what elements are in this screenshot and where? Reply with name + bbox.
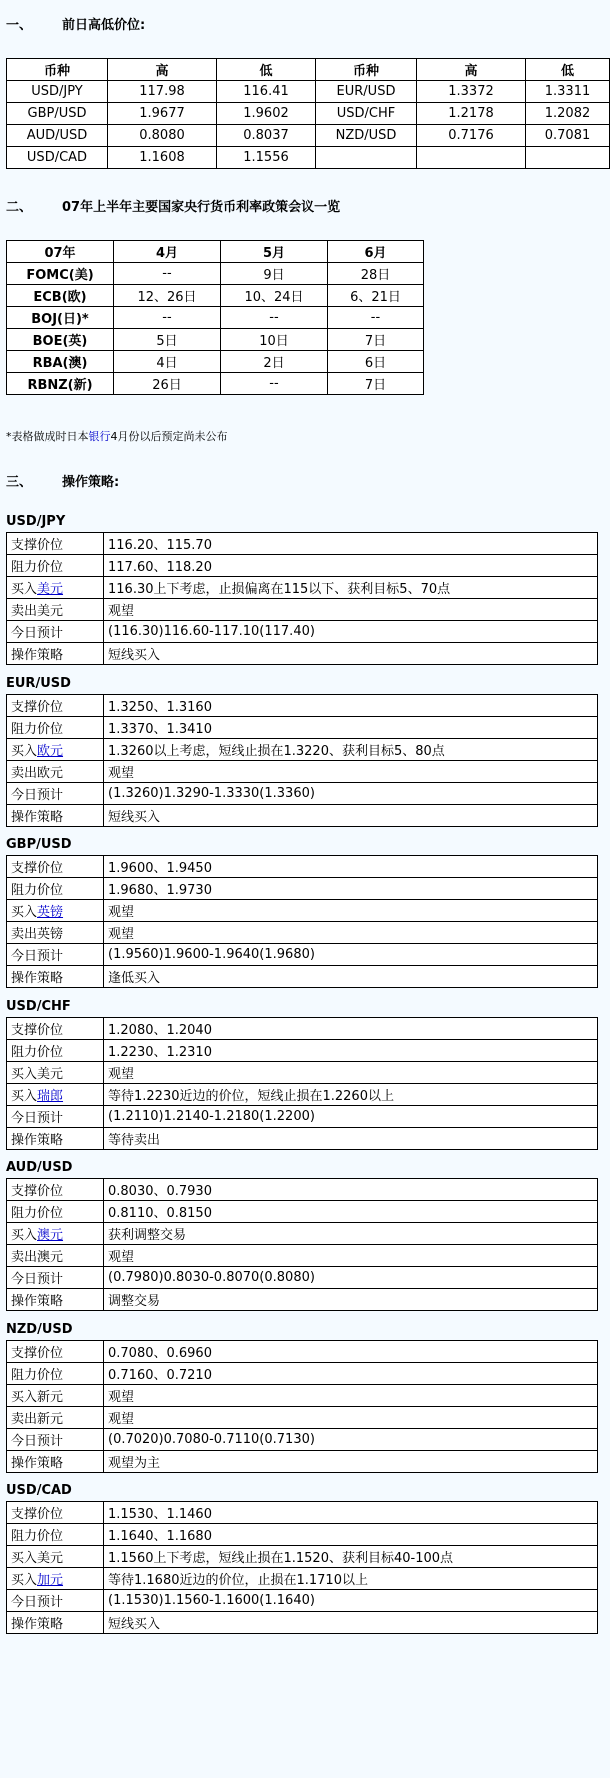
table-row xyxy=(7,103,610,125)
strategy-value-cell: 117.60、118.20 xyxy=(104,555,598,577)
pair-strategy-table xyxy=(6,694,598,827)
section1-number: 一、 xyxy=(6,18,33,33)
strategy-value-cell: 1.1640、1.1680 xyxy=(104,1524,598,1546)
strategy-label-cell: 操作策略 xyxy=(7,643,104,665)
table-cell: 1.3311 xyxy=(526,81,610,103)
strategy-label-cell: 今日预计 xyxy=(7,621,104,643)
table-cell: EUR/USD xyxy=(316,81,417,103)
strategy-value-cell: 1.2080、1.2040 xyxy=(104,1018,598,1040)
prev-day-high-low-table xyxy=(6,58,610,169)
strategy-label-cell xyxy=(7,1084,104,1106)
strategy-label-cell: 支撑价位 xyxy=(7,1179,104,1201)
strategy-value-cell: 观望 xyxy=(104,599,598,621)
strategy-value-cell: (1.2110)1.2140-1.2180(1.2200) xyxy=(104,1106,598,1128)
table-row xyxy=(7,147,610,169)
table-row xyxy=(7,1040,598,1062)
table-row xyxy=(7,1568,598,1590)
pair-title: AUD/USD xyxy=(6,1160,73,1175)
label-prefix: 买入 xyxy=(11,582,38,597)
strategy-label-cell: 今日预计 xyxy=(7,1590,104,1612)
table-row xyxy=(7,1106,598,1128)
section2-number: 二、 xyxy=(6,200,33,215)
strategy-value-cell: 1.1530、1.1460 xyxy=(104,1502,598,1524)
label-prefix: 买入 xyxy=(11,905,38,920)
col-header: 低 xyxy=(526,59,610,81)
table-cell: 1.2082 xyxy=(526,103,610,125)
strategy-label-cell xyxy=(7,1223,104,1245)
strategy-value-cell: 0.7080、0.6960 xyxy=(104,1341,598,1363)
table-row xyxy=(7,81,610,103)
table-row xyxy=(7,599,598,621)
strategy-value-cell: 1.9680、1.9730 xyxy=(104,878,598,900)
bank-name-cell: FOMC(美) xyxy=(7,263,114,285)
table-row xyxy=(7,922,598,944)
strategy-value-cell: 1.2230、1.2310 xyxy=(104,1040,598,1062)
strategy-label-cell: 支撑价位 xyxy=(7,1018,104,1040)
strategy-label-cell: 今日预计 xyxy=(7,1106,104,1128)
table-cell: 1.1556 xyxy=(217,147,316,169)
strategy-label-cell: 操作策略 xyxy=(7,1128,104,1150)
table-cell: NZD/USD xyxy=(316,125,417,147)
table-row xyxy=(7,285,424,307)
currency-link[interactable]: 欧元 xyxy=(37,744,64,759)
strategy-value-cell: 观望 xyxy=(104,1385,598,1407)
strategy-value-cell: 调整交易 xyxy=(104,1289,598,1311)
section1-heading xyxy=(6,14,145,33)
meeting-date-cell: -- xyxy=(114,307,221,329)
table-row xyxy=(7,125,610,147)
strategy-label-cell xyxy=(7,577,104,599)
strategy-value-cell: 0.8030、0.7930 xyxy=(104,1179,598,1201)
pair-title: USD/CHF xyxy=(6,999,71,1014)
strategy-value-cell: 短线买入 xyxy=(104,805,598,827)
strategy-label-cell: 操作策略 xyxy=(7,1612,104,1634)
table-row xyxy=(7,944,598,966)
bank-name-cell: BOE(英) xyxy=(7,329,114,351)
table-cell xyxy=(417,147,526,169)
table-row xyxy=(7,643,598,665)
table-row xyxy=(7,966,598,988)
bank-link[interactable]: 银行 xyxy=(88,430,111,443)
pair-title: EUR/USD xyxy=(6,676,71,691)
table-row xyxy=(7,1524,598,1546)
strategy-value-cell: 1.1560上下考虑，短线止损在1.1520、获利目标40-100点 xyxy=(104,1546,598,1568)
strategy-label-cell: 支撑价位 xyxy=(7,533,104,555)
strategy-value-cell: 116.20、115.70 xyxy=(104,533,598,555)
strategy-value-cell: 等待卖出 xyxy=(104,1128,598,1150)
table-cell xyxy=(526,147,610,169)
table-row xyxy=(7,1179,598,1201)
table-cell: USD/CHF xyxy=(316,103,417,125)
table-row xyxy=(7,761,598,783)
meeting-date-cell: 6日 xyxy=(328,351,424,373)
strategy-label-cell: 买入美元 xyxy=(7,1062,104,1084)
table-row xyxy=(7,1223,598,1245)
strategy-value-cell: 1.3260以上考虑，短线止损在1.3220、获利目标5、80点 xyxy=(104,739,598,761)
meeting-date-cell: -- xyxy=(221,307,328,329)
strategy-value-cell: 观望 xyxy=(104,900,598,922)
strategy-value-cell: 等待1.1680近边的价位，止损在1.1710以上 xyxy=(104,1568,598,1590)
strategy-value-cell: 观望 xyxy=(104,1062,598,1084)
table-row xyxy=(7,805,598,827)
table-row xyxy=(7,900,598,922)
footnote-text-rest: 4月份以后预定尚未公布 xyxy=(110,430,228,443)
table-row xyxy=(7,1363,598,1385)
central-bank-meetings-table xyxy=(6,240,424,395)
col-header: 高 xyxy=(417,59,526,81)
pair-strategy-table xyxy=(6,1340,598,1473)
table-row xyxy=(7,1128,598,1150)
pair-strategy-table xyxy=(6,855,598,988)
strategy-label-cell: 卖出澳元 xyxy=(7,1245,104,1267)
strategy-label-cell: 阻力价位 xyxy=(7,1363,104,1385)
section3-title: 操作策略: xyxy=(62,475,120,490)
table-row xyxy=(7,1612,598,1634)
strategy-label-cell: 今日预计 xyxy=(7,944,104,966)
strategy-label-cell: 支撑价位 xyxy=(7,1341,104,1363)
meeting-date-cell: 10、24日 xyxy=(221,285,328,307)
table-cell xyxy=(316,147,417,169)
strategy-value-cell: 1.9600、1.9450 xyxy=(104,856,598,878)
label-prefix: 买入 xyxy=(11,1089,38,1104)
meeting-date-cell: 7日 xyxy=(328,329,424,351)
col-header: 4月 xyxy=(114,241,221,263)
table-row xyxy=(7,695,598,717)
currency-link[interactable]: 澳元 xyxy=(37,1228,64,1243)
table-row xyxy=(7,373,424,395)
strategy-label-cell: 阻力价位 xyxy=(7,555,104,577)
table-footnote xyxy=(6,428,228,444)
strategy-value-cell: (1.1530)1.1560-1.1600(1.1640) xyxy=(104,1590,598,1612)
table-row xyxy=(7,739,598,761)
strategy-value-cell: 逢低买入 xyxy=(104,966,598,988)
strategy-label-cell: 操作策略 xyxy=(7,805,104,827)
meeting-date-cell: 5日 xyxy=(114,329,221,351)
meeting-date-cell: 12、26日 xyxy=(114,285,221,307)
col-header: 6月 xyxy=(328,241,424,263)
table-row xyxy=(7,1407,598,1429)
strategy-label-cell: 阻力价位 xyxy=(7,717,104,739)
col-header: 5月 xyxy=(221,241,328,263)
strategy-label-cell: 卖出美元 xyxy=(7,599,104,621)
strategy-label-cell: 卖出英镑 xyxy=(7,922,104,944)
label-prefix: 买入 xyxy=(11,1573,38,1588)
strategy-value-cell: (0.7980)0.8030-0.8070(0.8080) xyxy=(104,1267,598,1289)
strategy-label-cell: 支撑价位 xyxy=(7,1502,104,1524)
table-cell: 1.3372 xyxy=(417,81,526,103)
strategy-label-cell: 操作策略 xyxy=(7,1289,104,1311)
meeting-date-cell: 28日 xyxy=(328,263,424,285)
strategy-value-cell: 短线买入 xyxy=(104,643,598,665)
section3-heading xyxy=(6,471,119,490)
currency-link[interactable]: 美元 xyxy=(37,582,64,597)
strategy-label-cell: 今日预计 xyxy=(7,1429,104,1451)
strategy-label-cell: 阻力价位 xyxy=(7,1201,104,1223)
table-row xyxy=(7,577,598,599)
meeting-date-cell: -- xyxy=(328,307,424,329)
meeting-date-cell: 10日 xyxy=(221,329,328,351)
table-row xyxy=(7,1385,598,1407)
table-row xyxy=(7,1084,598,1106)
table-row xyxy=(7,555,598,577)
table-row xyxy=(7,717,598,739)
table-cell: AUD/USD xyxy=(7,125,108,147)
table-row xyxy=(7,351,424,373)
table-row xyxy=(7,1451,598,1473)
section3-number: 三、 xyxy=(6,475,33,490)
strategy-value-cell: 116.30上下考虑，止损偏离在115以下、获利目标5、70点 xyxy=(104,577,598,599)
strategy-label-cell: 阻力价位 xyxy=(7,1524,104,1546)
table-cell: USD/JPY xyxy=(7,81,108,103)
table-row xyxy=(7,1018,598,1040)
table-cell: 1.9602 xyxy=(217,103,316,125)
strategy-value-cell: 观望为主 xyxy=(104,1451,598,1473)
strategy-value-cell: 短线买入 xyxy=(104,1612,598,1634)
table-cell: 1.1608 xyxy=(108,147,217,169)
meeting-date-cell: 2日 xyxy=(221,351,328,373)
table-row xyxy=(7,329,424,351)
table-row xyxy=(7,621,598,643)
strategy-value-cell: (1.9560)1.9600-1.9640(1.9680) xyxy=(104,944,598,966)
table-row xyxy=(7,1429,598,1451)
table-row xyxy=(7,1267,598,1289)
strategy-label-cell: 阻力价位 xyxy=(7,878,104,900)
pair-strategy-table xyxy=(6,1178,598,1311)
strategy-label-cell xyxy=(7,739,104,761)
col-header: 高 xyxy=(108,59,217,81)
strategy-value-cell: 等待1.2230近边的价位，短线止损在1.2260以上 xyxy=(104,1084,598,1106)
pair-title: NZD/USD xyxy=(6,1322,73,1337)
table-row xyxy=(7,1546,598,1568)
col-header: 币种 xyxy=(7,59,108,81)
col-header: 低 xyxy=(217,59,316,81)
table-row xyxy=(7,1289,598,1311)
table-cell: 0.8037 xyxy=(217,125,316,147)
table-row xyxy=(7,878,598,900)
strategy-value-cell: (1.3260)1.3290-1.3330(1.3360) xyxy=(104,783,598,805)
table-cell: 0.8080 xyxy=(108,125,217,147)
bank-name-cell: RBNZ(新) xyxy=(7,373,114,395)
meeting-date-cell: 6、21日 xyxy=(328,285,424,307)
currency-link[interactable]: 英镑 xyxy=(37,905,64,920)
strategy-value-cell: 观望 xyxy=(104,761,598,783)
table-cell: 116.41 xyxy=(217,81,316,103)
bank-name-cell: ECB(欧) xyxy=(7,285,114,307)
strategy-label-cell: 今日预计 xyxy=(7,783,104,805)
section1-title: 前日高低价位: xyxy=(62,18,146,33)
col-header: 币种 xyxy=(316,59,417,81)
footnote-text: *表格做成时日本 xyxy=(6,430,89,443)
table-row xyxy=(7,1341,598,1363)
pair-title: USD/CAD xyxy=(6,1483,72,1498)
table-cell: 0.7081 xyxy=(526,125,610,147)
meeting-date-cell: -- xyxy=(114,263,221,285)
pair-title: USD/JPY xyxy=(6,514,66,529)
strategy-value-cell: 1.3370、1.3410 xyxy=(104,717,598,739)
strategy-value-cell: 获利调整交易 xyxy=(104,1223,598,1245)
currency-link[interactable]: 瑞郎 xyxy=(37,1089,64,1104)
table-row xyxy=(7,1245,598,1267)
table-row xyxy=(7,1201,598,1223)
table-cell: 1.9677 xyxy=(108,103,217,125)
table-row xyxy=(7,307,424,329)
label-prefix: 买入 xyxy=(11,744,38,759)
strategy-label-cell: 支撑价位 xyxy=(7,856,104,878)
strategy-value-cell: (0.7020)0.7080-0.7110(0.7130) xyxy=(104,1429,598,1451)
strategy-label-cell: 今日预计 xyxy=(7,1267,104,1289)
section2-heading xyxy=(6,196,340,215)
bank-name-cell: BOJ(日)* xyxy=(7,307,114,329)
pair-strategy-table xyxy=(6,532,598,665)
table-row xyxy=(7,1502,598,1524)
table-row xyxy=(7,856,598,878)
strategy-label-cell: 买入美元 xyxy=(7,1546,104,1568)
pair-strategy-table xyxy=(6,1501,598,1634)
table-cell: USD/CAD xyxy=(7,147,108,169)
table-row xyxy=(7,263,424,285)
meeting-date-cell: 26日 xyxy=(114,373,221,395)
meeting-date-cell: 7日 xyxy=(328,373,424,395)
currency-link[interactable]: 加元 xyxy=(37,1573,64,1588)
section2-title: 07年上半年主要国家央行货币利率政策会议一览 xyxy=(62,200,341,215)
meeting-date-cell: -- xyxy=(221,373,328,395)
strategy-value-cell: 0.8110、0.8150 xyxy=(104,1201,598,1223)
strategy-value-cell: 观望 xyxy=(104,922,598,944)
bank-name-cell: RBA(澳) xyxy=(7,351,114,373)
table-cell: 117.98 xyxy=(108,81,217,103)
col-header: 07年 xyxy=(7,241,114,263)
meeting-date-cell: 9日 xyxy=(221,263,328,285)
strategy-label-cell: 操作策略 xyxy=(7,1451,104,1473)
table-row xyxy=(7,533,598,555)
table-cell: GBP/USD xyxy=(7,103,108,125)
strategy-label-cell: 操作策略 xyxy=(7,966,104,988)
strategy-label-cell: 支撑价位 xyxy=(7,695,104,717)
strategy-value-cell: 观望 xyxy=(104,1245,598,1267)
strategy-label-cell xyxy=(7,900,104,922)
strategy-label-cell: 买入新元 xyxy=(7,1385,104,1407)
strategy-value-cell: 1.3250、1.3160 xyxy=(104,695,598,717)
strategy-label-cell: 卖出新元 xyxy=(7,1407,104,1429)
strategy-label-cell xyxy=(7,1568,104,1590)
pair-title: GBP/USD xyxy=(6,837,72,852)
table-row xyxy=(7,783,598,805)
label-prefix: 买入 xyxy=(11,1228,38,1243)
strategy-value-cell: 0.7160、0.7210 xyxy=(104,1363,598,1385)
table-row xyxy=(7,1062,598,1084)
meeting-date-cell: 4日 xyxy=(114,351,221,373)
strategy-value-cell: (116.30)116.60-117.10(117.40) xyxy=(104,621,598,643)
strategy-value-cell: 观望 xyxy=(104,1407,598,1429)
strategy-label-cell: 阻力价位 xyxy=(7,1040,104,1062)
strategy-label-cell: 卖出欧元 xyxy=(7,761,104,783)
table-row xyxy=(7,1590,598,1612)
pair-strategy-table xyxy=(6,1017,598,1150)
table-cell: 1.2178 xyxy=(417,103,526,125)
table-cell: 0.7176 xyxy=(417,125,526,147)
